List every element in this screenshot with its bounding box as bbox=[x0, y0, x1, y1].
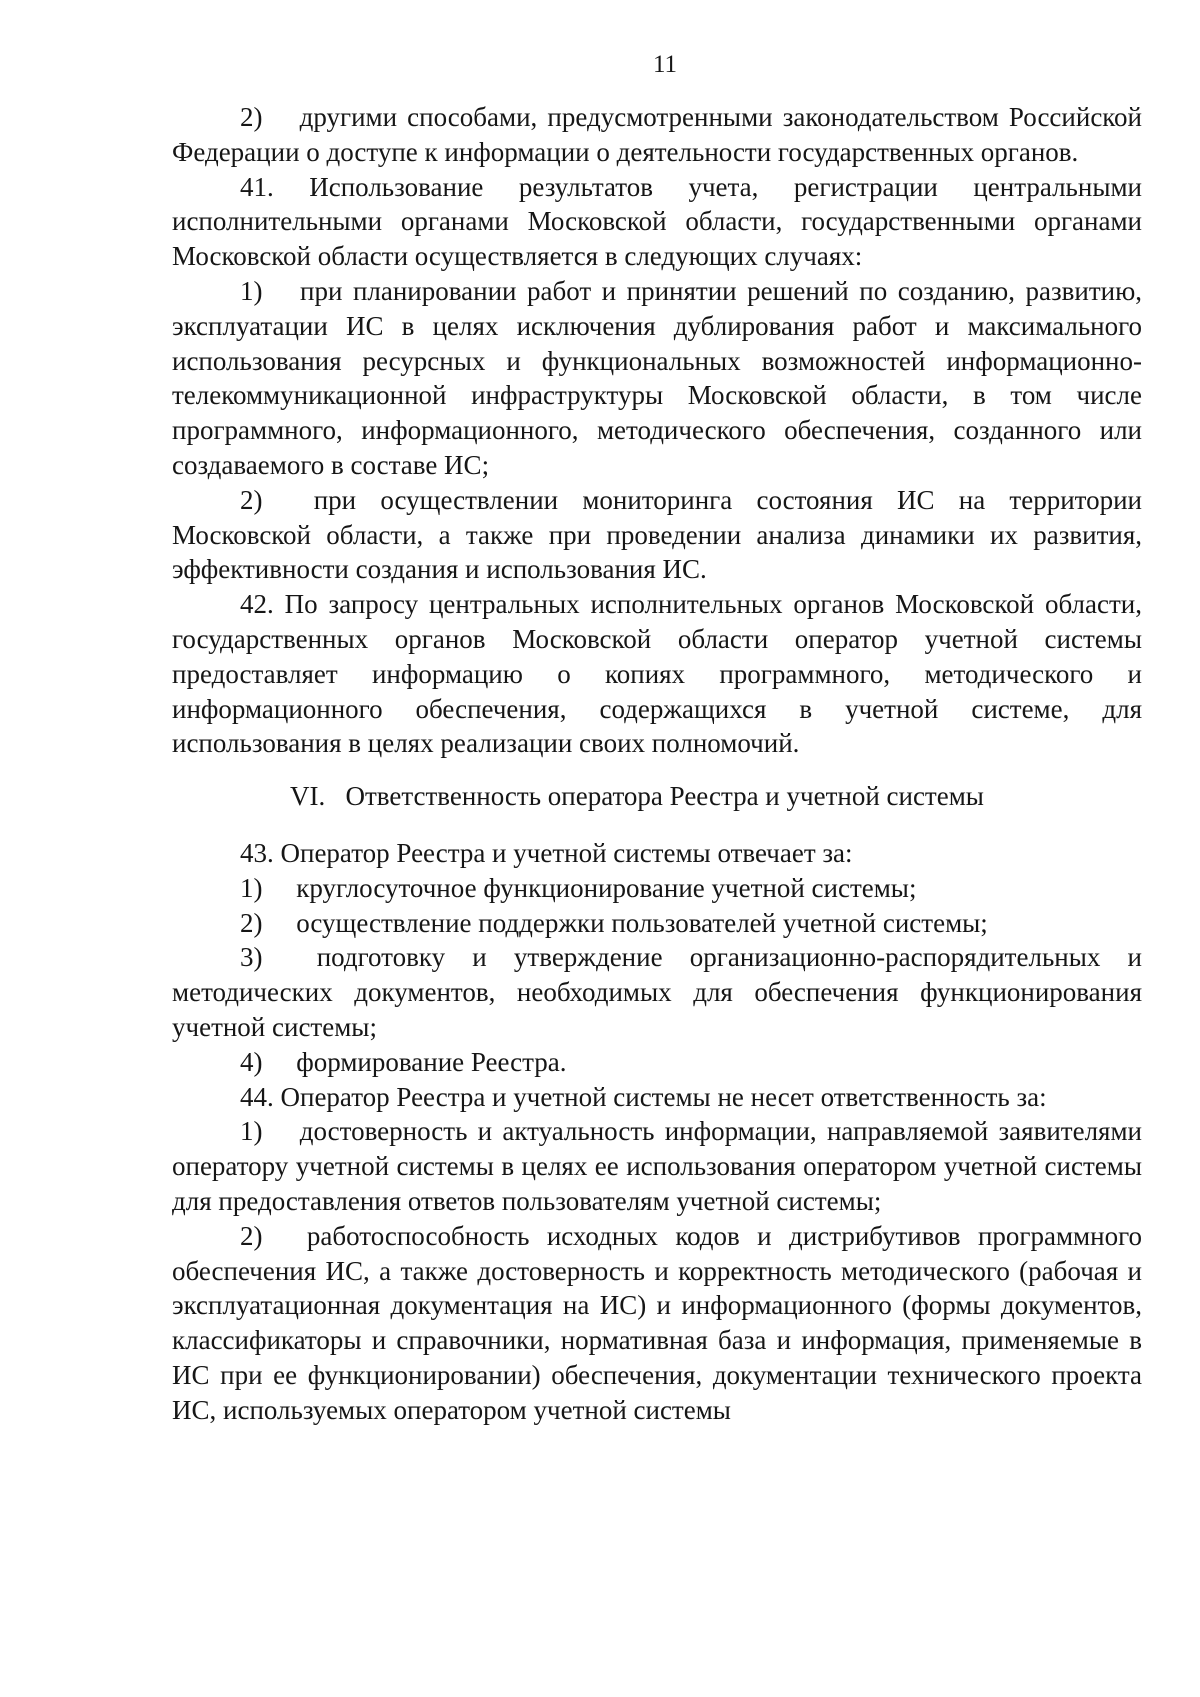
paragraph-41-item-2: 2) при осуществлении мониторинга состояния ИС на территории Московской области, а также при проведении анализа динамики их развития, эффективности создания и использования ИС. bbox=[172, 484, 1142, 585]
paragraph-item-2-other-methods: 2) другими способами, предусмотренными законодательством Российской Федерации о доступе к информации о деятельности государственных органов. bbox=[172, 102, 1142, 167]
paragraph-41: 41. Использование результатов учета, регистрации центральными исполнительными органами Московской области, государственными органами Московской области осуществляется в следующих случаях: bbox=[172, 171, 1142, 272]
paragraph-41-item-1: 1) при планировании работ и принятии решений по созданию, развитию, эксплуатации ИС в целях исключения дублирования работ и максимального использования ресурсных и функциональных возможностей информационно-телекоммуникационной инфраструктуры Московской области, в том числе программного, информационного, методического обеспечения, созданного или создаваемого в составе ИС; bbox=[172, 275, 1142, 480]
paragraph-44-item-1: 1) достоверность и актуальность информации, направляемой заявителями оператору учетной системы в целях ее использования оператором учетной системы для предоставления ответов пользователям учетной системы; bbox=[172, 1116, 1142, 1216]
page-number: 11 bbox=[652, 51, 678, 78]
spacer bbox=[172, 761, 1142, 779]
paragraph-42: 42. По запросу центральных исполнительных органов Московской области, государственных органов Московской области оператор учетной системы предоставляет информацию о копиях программного, методического и информационного обеспечения, содержащихся в учетной системе, для использования в целях реализации своих полномочий. bbox=[172, 589, 1142, 759]
document-body bbox=[172, 100, 1142, 1427]
section-heading-vi: VI. Ответственность оператора Реестра и учетной системы bbox=[290, 781, 984, 812]
spacer bbox=[172, 814, 1142, 836]
paragraph-43-item-3: 3) подготовку и утверждение организационно-распорядительных и методических документов, необходимых для обеспечения функционирования учетной системы; bbox=[172, 942, 1142, 1042]
paragraph-44-item-2: 2) работоспособность исходных кодов и дистрибутивов программного обеспечения ИС, а также достоверность и корректность методического (рабочая и эксплуатационная документация на ИС) и информационного (формы документов, классификаторы и справочники, нормативная база и информация, применяемые в ИС при ее функционировании) обеспечения, документации технического проекта ИС, используемых оператором учетной системы bbox=[172, 1220, 1142, 1425]
paragraph-44: 44. Оператор Реестра и учетной системы не несет ответственность за: bbox=[240, 1081, 1047, 1112]
paragraph-43-item-4: 4) формирование Реестра. bbox=[240, 1046, 567, 1077]
paragraph-43-item-1: 1) круглосуточное функционирование учетной системы; bbox=[240, 872, 917, 903]
paragraph-43-item-2: 2) осуществление поддержки пользователей учетной системы; bbox=[240, 907, 988, 938]
paragraph-43: 43. Оператор Реестра и учетной системы отвечает за: bbox=[240, 837, 853, 868]
